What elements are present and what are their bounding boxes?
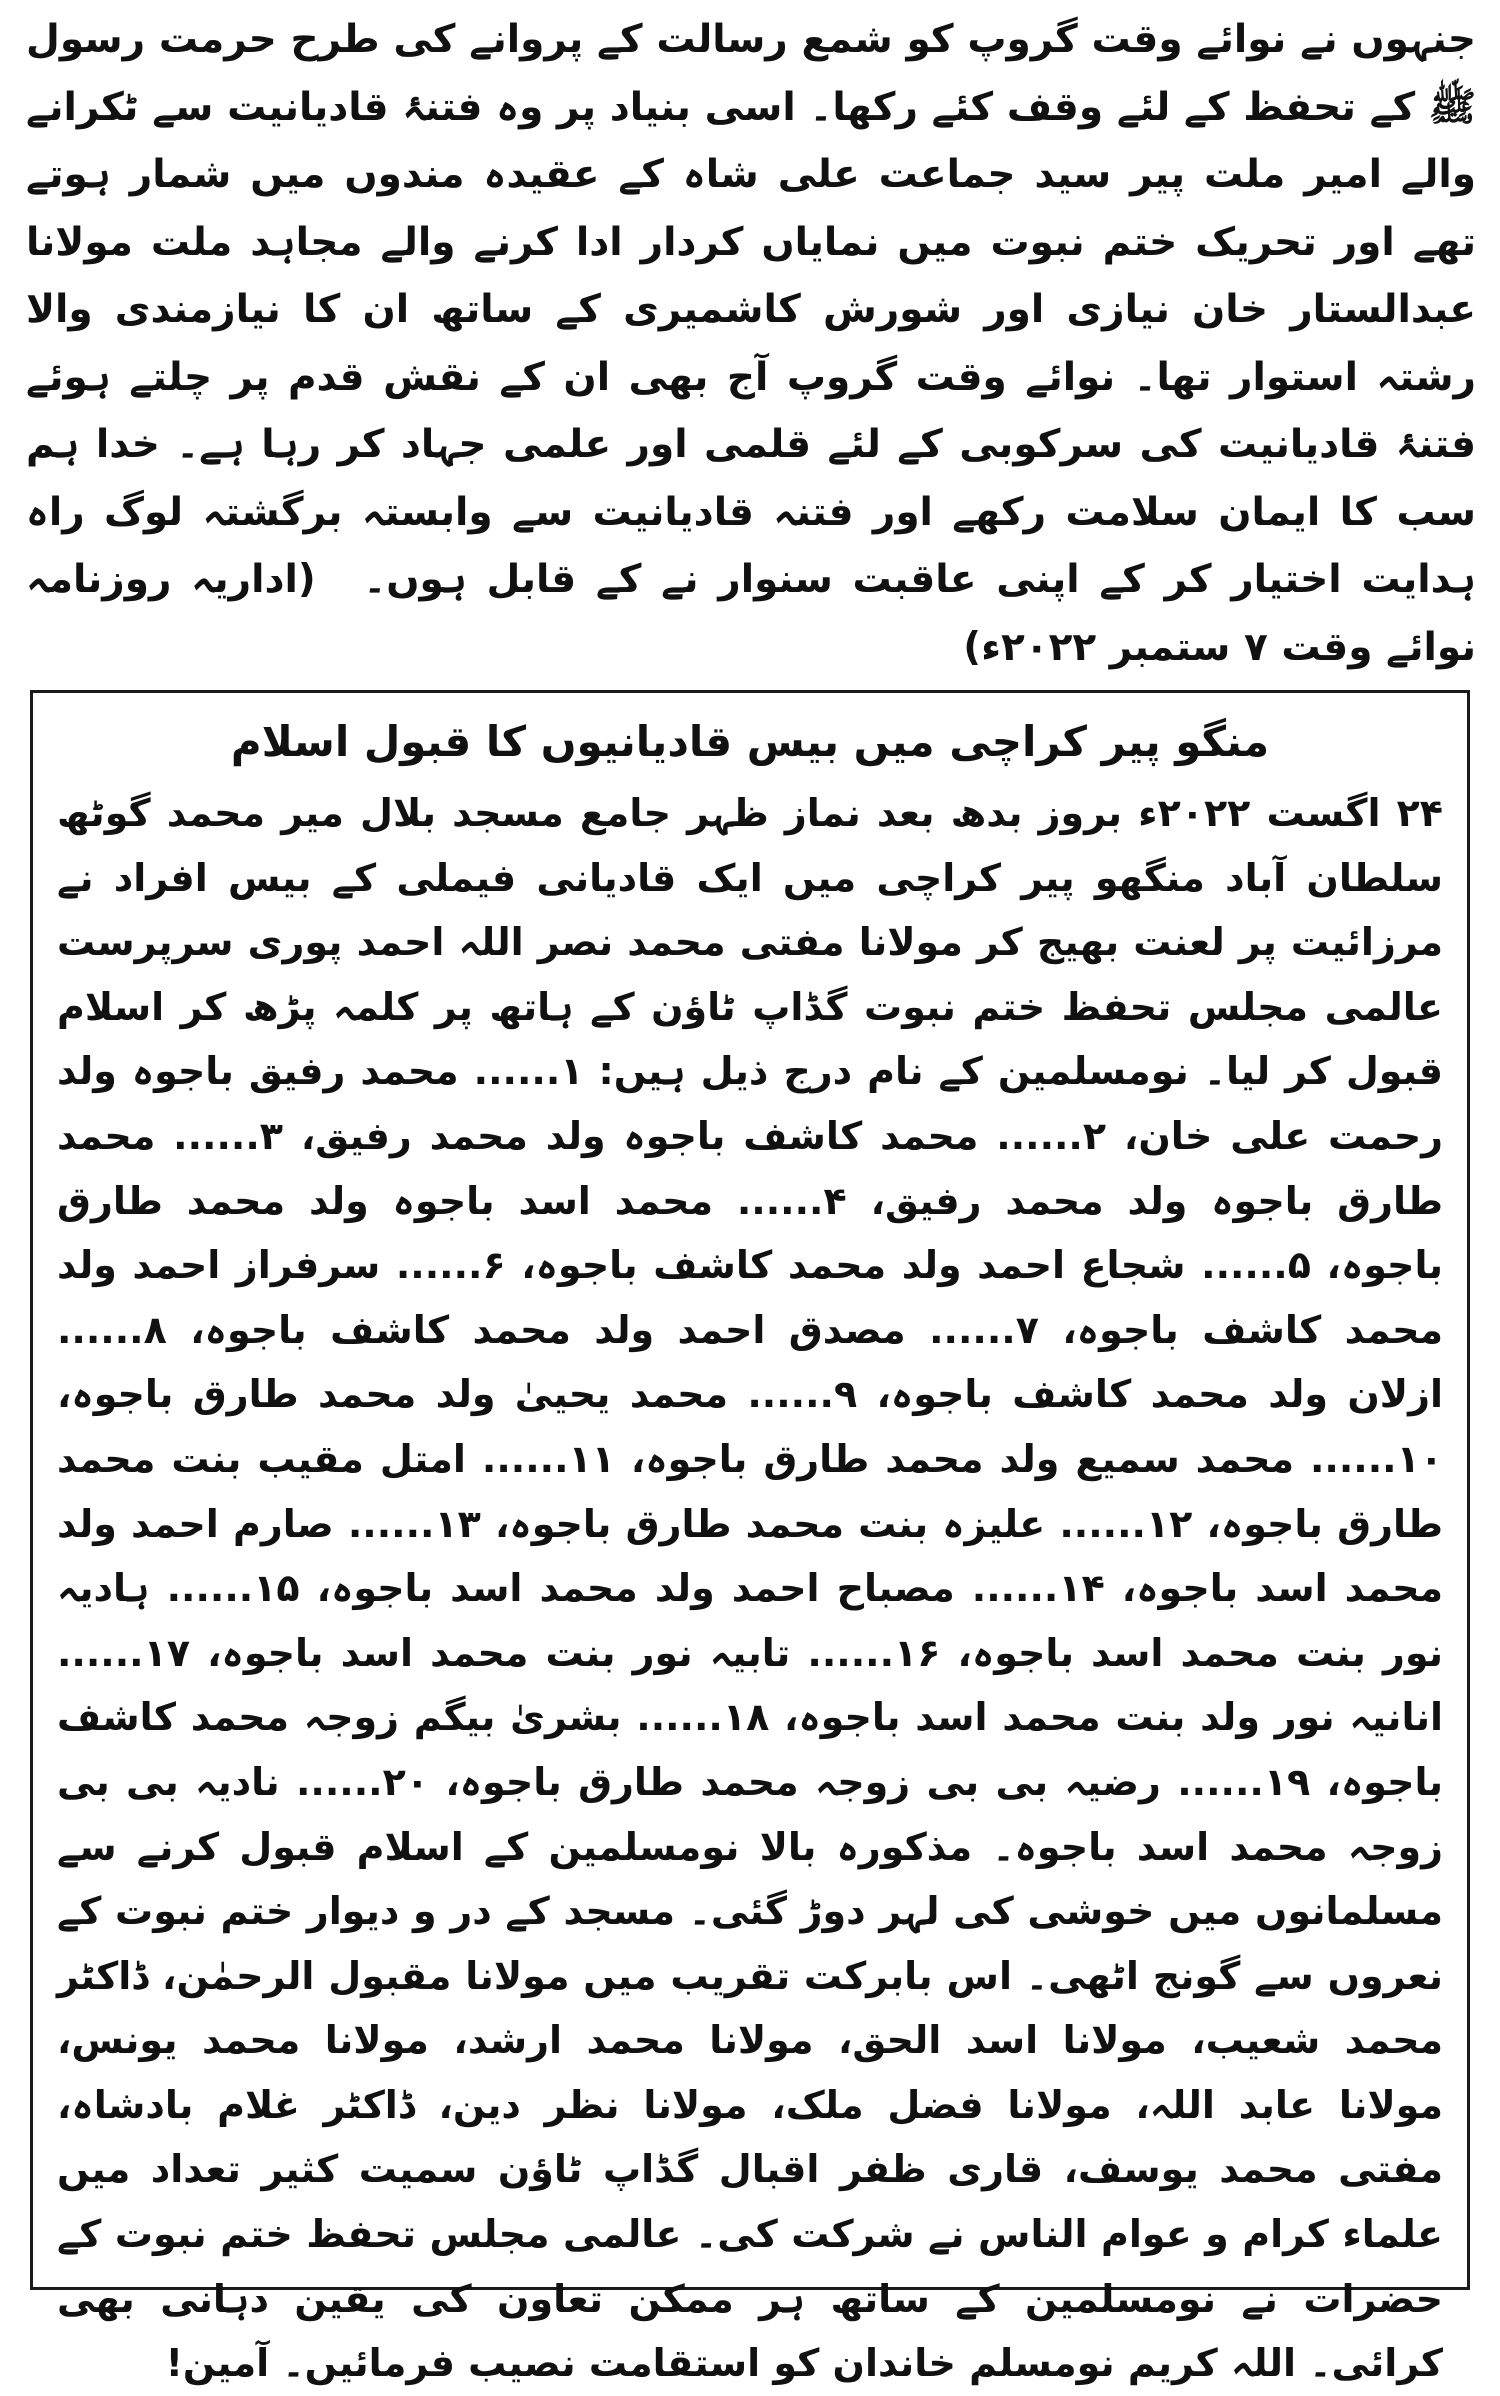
list-item: ۱۳...... صارم احمد ولد محمد اسد باجوہ، xyxy=(57,1501,1443,1611)
list-item: ۱۰...... محمد سمیع ولد محمد طارق باجوہ، xyxy=(630,1436,1443,1481)
editorial-excerpt xyxy=(26,6,1476,681)
editorial-paragraph xyxy=(26,6,1476,681)
list-item: ۱۶...... تابیہ نور بنت محمد اسد باجوہ، xyxy=(207,1630,941,1675)
list-item: ۷...... مصدق احمد ولد محمد کاشف باجوہ، xyxy=(190,1307,1039,1352)
list-item: ۱۹...... رضیہ بی بی زوجہ محمد طارق باجوہ، xyxy=(445,1759,1311,1804)
list-item: ۶...... سرفراز احمد ولد محمد کاشف باجوہ، xyxy=(57,1243,1443,1352)
list-item: ۱۲...... علیزہ بنت محمد طارق باجوہ، xyxy=(495,1501,1193,1546)
editorial-text: جنہوں نے نوائے وقت گروپ کو شمع رسالت کے پروانے کی طرح حرمت رسول ﷺ کے تحفظ کے لئے وقف کئے رکھا۔ اسی بنیاد پر وہ فتنۂ قادیانیت سے ٹکرانے والے امیر ملت پیر سید جماعت علی شاہ کے عقیدہ مندوں میں شمار ہوتے تھے اور تحریک ختم نبوت میں نمایاں کردار ادا کرنے والے مجاہد ملت مولانا عبدالستار خان نیازی اور شورش کاشمیری کے ساتھ ان کا نیازمندی والا رشتہ استوار تھا۔ نوائے وقت گروپ آج بھی ان کے نقش قدم پر چلتے ہوئے فتنۂ قادیانیت کی سرکوبی کے لئے قلمی اور علمی جہاد کر رہا ہے۔ خدا ہم سب کا ایمان سلامت رکھے اور فتنہ قادیانیت سے وابستہ برگشتہ لوگ راہ ہدایت اختیار کر کے اپنی عاقبت سنوار نے کے قابل ہوں۔ xyxy=(26,17,1476,602)
list-item: ۱...... محمد رفیق باجوہ ولد رحمت علی خان، xyxy=(57,1049,1443,1158)
list-item: ۴...... محمد اسد باجوہ ولد محمد طارق باجوہ، xyxy=(57,1178,1443,1288)
list-item: ۱۷...... انانیہ نور ولد بنت محمد اسد باجوہ، xyxy=(57,1630,1444,1740)
news-paragraph xyxy=(57,781,1443,2396)
news-intro: ۲۴ اگست ۲۰۲۲ء بروز بدھ بعد نماز ظہر جامع مسجد بلال میر محمد گوٹھ سلطان آباد منگھو پیر کراچی میں ایک قادیانی فیملی کے بیس افراد نے مرزائیت پر لعنت بھیج کر مولانا مفتی محمد نصر اللہ احمد پوری سرپرست عالمی مجلس تحفظ ختم نبوت گڈاپ ٹاؤن کے ہاتھ پر کلمہ پڑھ کر اسلام قبول کر لیا۔ نومسلمین کے نام درج ذیل ہیں: xyxy=(57,791,1444,1094)
news-box-content xyxy=(57,707,1444,2386)
list-item: ۹...... محمد یحییٰ ولد محمد طارق باجوہ، xyxy=(57,1372,858,1417)
news-box xyxy=(30,690,1470,2386)
list-item: ۸...... ازلان ولد محمد کاشف باجوہ، xyxy=(57,1307,1443,1417)
editorial-citation: (اداریہ روزنامہ نوائے وقت ۷ ستمبر ۲۰۲۲ء) xyxy=(26,557,1476,670)
list-item: ۳...... محمد طارق باجوہ ولد محمد رفیق، xyxy=(57,1113,1444,1223)
news-body xyxy=(57,781,1443,2396)
list-item: ۱۴...... مصباح احمد ولد محمد اسد باجوہ، xyxy=(316,1566,1105,1611)
list-item: ۲...... محمد کاشف باجوہ ولد محمد رفیق، xyxy=(300,1113,1107,1158)
list-item: ۵...... شجاع احمد ولد محمد کاشف باجوہ، xyxy=(521,1243,1311,1288)
list-item: ۲۰...... نادیہ بی بی زوجہ محمد اسد باجوہ۔ xyxy=(57,1759,1443,1869)
news-title: منگو پیر کراچی میں بیس قادیانیوں کا قبول اسلام xyxy=(230,717,1270,766)
list-item: ۱۸...... بشریٰ بیگم زوجہ محمد کاشف باجوہ، xyxy=(57,1695,1443,1804)
list-item: ۱۵...... ہادیہ نور بنت محمد اسد باجوہ، xyxy=(57,1566,1444,1675)
converts-names-list xyxy=(57,1049,1443,1868)
news-closing: مذکورہ بالا نومسلمین کے اسلام قبول کرنے سے مسلمانوں میں خوشی کی لہر دوڑ گئی۔ مسجد کے در و دیوار ختم نبوت کے نعروں سے گونج اٹھی۔ اس بابرکت تقریب میں مولانا مقبول الرحمٰن، ڈاکٹر محمد شعیب، مولانا اسد الحق، مولانا محمد ارشد، مولانا محمد یونس، مولانا عابد اللہ، مولانا فضل ملک، مولانا نظر دین، ڈاکٹر غلام بادشاہ، مفتی محمد یوسف، قاری ظفر اقبال گڈاپ ٹاؤن سمیت کثیر تعداد میں علماء کرام و عوام الناس نے شرکت کی۔ عالمی مجلس تحفظ ختم نبوت کے حضرات نے نومسلمین کے ساتھ ہر ممکن تعاون کی یقین دہانی بھی کرائی۔ اللہ کریم نومسلم خاندان کو استقامت نصیب فرمائیں۔ آمین! xyxy=(57,1824,1443,2386)
list-item: ۱۱...... امتل مقیب بنت محمد طارق باجوہ، xyxy=(57,1436,1444,1546)
